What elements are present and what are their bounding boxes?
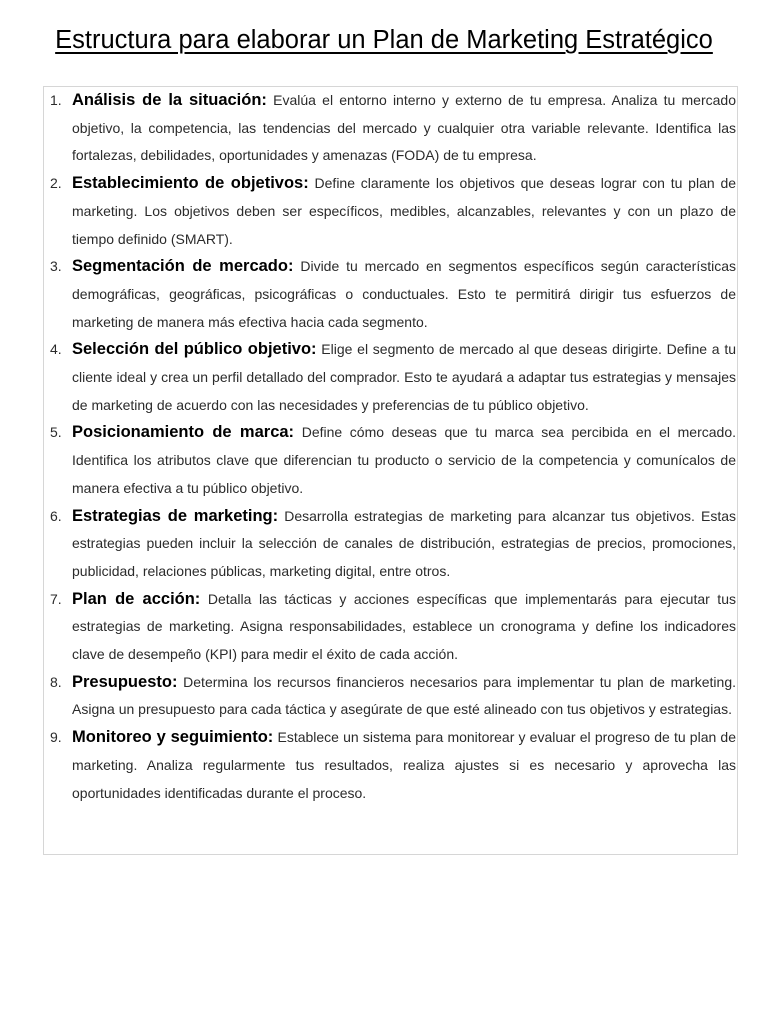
list-item bbox=[44, 87, 737, 170]
item-text: Elige el segmento de mercado al que deseas dirigirte. Define a tu cliente ideal y crea un perfil detallado del comprador. Esto te ayudará a adaptar tus estrategias y mensajes de marketing de acuerdo con las necesidades y preferencias de tu público objetivo. bbox=[72, 341, 736, 413]
list-item bbox=[44, 503, 737, 586]
item-text: Define cómo deseas que tu marca sea percibida en el mercado. Identifica los atributos clave que diferencian tu producto o servicio de la competencia y comunícalos de manera efectiva a tu público objetivo. bbox=[72, 424, 737, 496]
numbered-list bbox=[44, 87, 737, 807]
item-text: Evalúa el entorno interno y externo de tu empresa. Analiza tu mercado objetivo, la competencia, las tendencias del mercado y cualquier otra variable relevante. Identifica las fortalezas, debilidades, oportunidades y amenazas (FODA) de tu empresa. bbox=[72, 92, 736, 164]
item-heading: Segmentación de mercado: bbox=[72, 257, 294, 276]
list-item bbox=[44, 336, 737, 419]
page-title: Estructura para elaborar un Plan de Marketing Estratégico bbox=[55, 26, 713, 54]
item-number: 7. bbox=[50, 590, 62, 607]
list-item bbox=[44, 253, 737, 336]
item-heading: Presupuesto: bbox=[72, 672, 178, 691]
item-text: Determina los recursos financieros necesarios para implementar tu plan de marketing. Asigna un presupuesto para cada táctica y asegúrate de que esté alineado con tus objetivos y estrategias. bbox=[72, 673, 736, 718]
item-text: Divide tu mercado en segmentos específicos según características demográficas, geográficas, psicográficas o conductuales. Esto te permitirá dirigir tus esfuerzos de marketing de manera más efectiva hacia cada segmento. bbox=[72, 258, 737, 330]
list-item bbox=[44, 669, 737, 724]
item-heading: Selección del público objetivo: bbox=[72, 340, 317, 359]
list-item bbox=[44, 586, 737, 669]
item-heading: Establecimiento de objetivos: bbox=[72, 174, 309, 193]
list-item bbox=[44, 170, 737, 253]
item-heading: Análisis de la situación: bbox=[72, 91, 267, 109]
item-heading: Estrategias de marketing: bbox=[72, 506, 279, 525]
item-number: 2. bbox=[50, 175, 62, 192]
item-number: 1. bbox=[50, 92, 62, 108]
item-text: Establece un sistema para monitorear y evaluar el progreso de tu plan de marketing. Analiza regularmente tus resultados, realiza ajustes si es necesario y aprovecha las oportunidades identificadas durante el proceso. bbox=[72, 729, 737, 801]
item-heading: Posicionamiento de marca: bbox=[72, 423, 295, 442]
item-text: Detalla las tácticas y acciones específicas que implementarás para ejecutar tus estrategias de marketing. Asigna responsabilidades, establece un cronograma y define los indicadores clave de desempeño (KPI) para medir el éxito de cada acción. bbox=[72, 590, 736, 663]
content-box bbox=[43, 86, 738, 855]
item-heading: Monitoreo y seguimiento: bbox=[72, 728, 274, 747]
item-text: Define claramente los objetivos que deseas lograr con tu plan de marketing. Los objetivos deben ser específicos, medibles, alcanzables, relevantes y con un plazo de tiempo definido (SMART). bbox=[72, 175, 737, 247]
item-number: 4. bbox=[50, 341, 62, 358]
item-heading: Plan de acción: bbox=[72, 589, 201, 608]
list-item bbox=[44, 724, 737, 807]
item-number: 3. bbox=[50, 258, 62, 275]
item-number: 6. bbox=[50, 507, 62, 524]
list-item bbox=[44, 419, 737, 502]
item-text: Desarrolla estrategias de marketing para alcanzar tus objetivos. Estas estrategias pueden incluir la selección de canales de distribución, estrategias de precios, promociones, publicidad, relaciones públicas, marketing digital, entre otros. bbox=[72, 507, 737, 579]
item-number: 5. bbox=[50, 424, 62, 441]
item-number: 9. bbox=[50, 729, 62, 746]
item-number: 8. bbox=[50, 673, 62, 690]
